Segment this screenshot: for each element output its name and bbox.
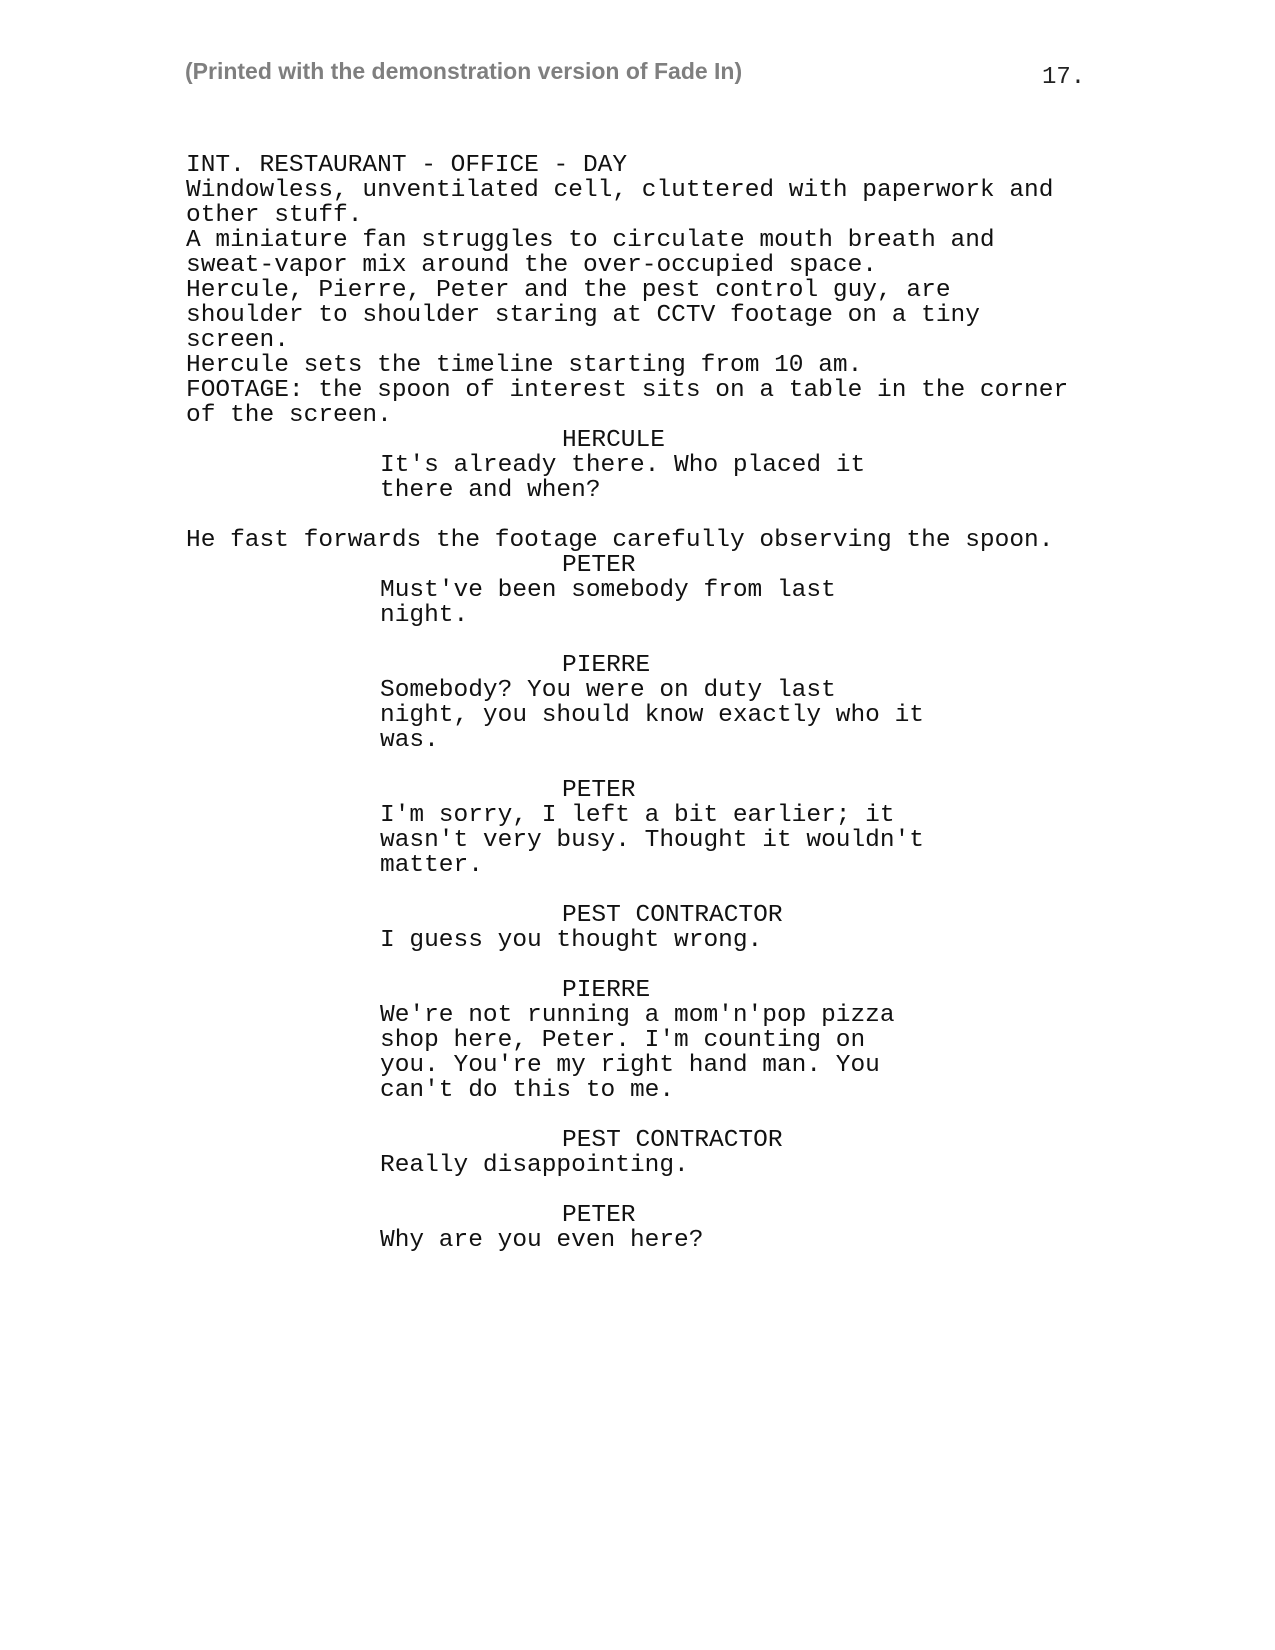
character-name: PETER [562,552,636,579]
scene-heading: INT. RESTAURANT - OFFICE - DAY [186,152,628,179]
dialogue-text: I guess you thought wrong. [380,927,763,954]
action-line: Hercule, Pierre, Peter and the pest control guy, are shoulder to shoulder staring at CCTV footage on a tiny screen. [186,277,980,354]
dialogue-text: I'm sorry, I left a bit earlier; it wasn't very busy. Thought it wouldn't matter. [380,802,924,879]
character-name: PEST CONTRACTOR [562,1127,783,1154]
dialogue-text: Must've been somebody from last night. [380,577,836,629]
action-line: Hercule sets the timeline starting from 10 am. [186,352,863,379]
action-line: Windowless, unventilated cell, cluttered with paperwork and other stuff. [186,177,1054,229]
action-line: FOOTAGE: the spoon of interest sits on a table in the corner of the screen. [186,377,1069,429]
character-name: PEST CONTRACTOR [562,902,783,929]
character-name: PIERRE [562,977,651,1004]
character-name: PETER [562,777,636,804]
script-body [186,153,1096,1278]
page-number: 17. [1042,64,1086,91]
dialogue-text: We're not running a mom'n'pop pizza shop here, Peter. I'm counting on you. You're my right hand man. You can't do this to me. [380,1002,895,1104]
dialogue-block [186,1128,1096,1178]
dialogue-text: Why are you even here? [380,1227,704,1254]
dialogue-block [186,553,1096,628]
dialogue-block [186,1203,1096,1253]
dialogue-block [186,653,1096,753]
dialogue-block [186,978,1096,1103]
character-name: HERCULE [562,427,665,454]
action-line: A miniature fan struggles to circulate mouth breath and sweat-vapor mix around the over-occupied space. [186,227,995,279]
dialogue-text: Really disappointing. [380,1152,689,1179]
dialogue-text: Somebody? You were on duty last night, you should know exactly who it was. [380,677,924,754]
demo-watermark: (Printed with the demonstration version of Fade In) [185,58,743,84]
character-name: PIERRE [562,652,651,679]
dialogue-block [186,903,1096,953]
character-name: PETER [562,1202,636,1229]
dialogue-text: It's already there. Who placed it there and when? [380,452,866,504]
dialogue-block [186,778,1096,878]
action-line: He fast forwards the footage carefully observing the spoon. [186,527,1054,554]
dialogue-block [186,428,1096,503]
